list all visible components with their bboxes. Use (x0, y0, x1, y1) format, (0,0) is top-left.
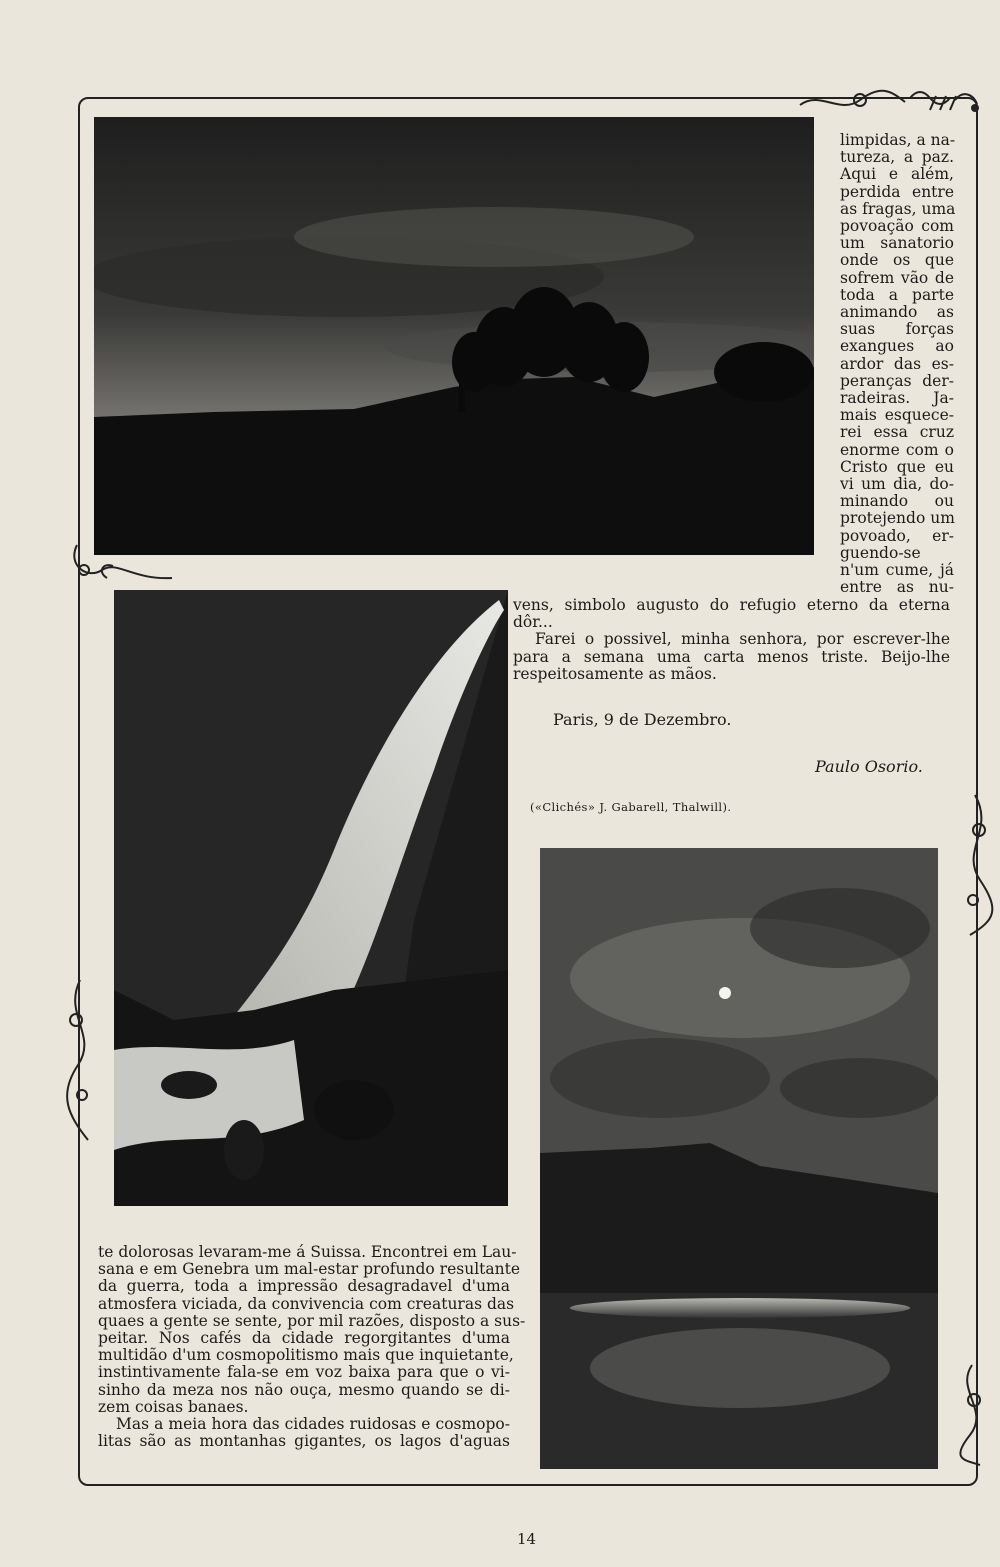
text-line: quaes a gente se sente, por mil razões, disposto a sus- (98, 1311, 526, 1330)
photo-credits: («Clichés» J. Gabarell, Thalwill). (530, 800, 732, 814)
text-line: peranças der- (840, 371, 954, 390)
text-line: sana e em Genebra um mal-estar profundo resultante (98, 1260, 521, 1279)
text-line: instintivamente fala-se em voz baixa para que o vi- (98, 1363, 510, 1382)
text-line: da guerra, toda a impressão desagradavel d'uma (98, 1277, 510, 1296)
text-line: Aqui e além, (840, 165, 954, 184)
moonlit-lake-photo (540, 848, 938, 1469)
waterfall-photo (114, 590, 508, 1206)
top-right-flourish-ornament (790, 80, 990, 125)
text-line: te dolorosas levaram-me á Suissa. Encontrei em Lau- (98, 1243, 517, 1261)
text-line: onde os que (840, 251, 954, 270)
text-line: minando ou (840, 492, 954, 511)
text-line: as fragas, uma (840, 199, 956, 218)
dateline: Paris, 9 de Dezembro. (553, 710, 732, 729)
text-line: zem coisas banaes. (98, 1397, 249, 1416)
text-line: limpidas, a na- (840, 131, 956, 149)
text-line: enorme com o (840, 440, 954, 459)
landscape-trees-dusk-photo (94, 117, 814, 555)
text-line: litas são as montanhas gigantes, os lagos d'aguas (98, 1432, 510, 1451)
text-line: n'um cume, já (840, 561, 954, 580)
author-signature: Paulo Osorio. (815, 757, 923, 776)
text-line: povoado, er- (840, 526, 954, 545)
text-line: para a semana uma carta menos triste. Beijo-lhe (513, 647, 950, 666)
left-lower-flourish-ornament (58, 975, 103, 1145)
text-line: sinho da meza nos não ouça, mesmo quando se di- (98, 1380, 510, 1399)
text-line: exangues ao (840, 337, 954, 356)
text-line: protejendo um (840, 509, 955, 528)
text-line: vens, simbolo augusto do refugio eterno da eterna (513, 596, 950, 614)
text-line: radeiras. Ja- (840, 389, 954, 408)
text-line: peitar. Nos cafés da cidade regorgitantes d'uma (98, 1329, 510, 1348)
text-line: ardor das es- (840, 354, 954, 373)
text-line: perdida entre (840, 182, 954, 201)
text-line: povoação com (840, 217, 954, 236)
text-line: respeitosamente as mãos. (513, 664, 717, 683)
text-line: um sanatorio (840, 234, 954, 253)
text-line: mais esquece- (840, 406, 954, 425)
text-line: multidão d'um cosmopolitismo mais que inquietante, (98, 1346, 514, 1365)
text-line: entre as nu- (840, 578, 954, 597)
text-line: suas forças (840, 320, 954, 339)
text-line: toda a parte (840, 285, 954, 304)
text-line: animando as (840, 303, 954, 322)
text-line: guendo-se (840, 543, 921, 562)
text-line: Cristo que eu (840, 457, 954, 476)
right-middle-flourish-ornament (955, 790, 1000, 940)
right-lower-flourish-ornament (950, 1360, 995, 1470)
text-line: dôr... (513, 613, 553, 632)
bottom-left-text-column (98, 1243, 526, 1451)
right-narrow-text-column (840, 132, 954, 596)
text-line: Farei o possivel, minha senhora, por escrever-lhe (535, 630, 950, 649)
text-line: Mas a meia hora das cidades ruidosas e cosmopo- (116, 1415, 510, 1434)
text-line: tureza, a paz. (840, 148, 954, 167)
page-number: 14 (517, 1530, 537, 1548)
closing-paragraphs (513, 597, 950, 683)
text-line: vi um dia, do- (840, 475, 954, 494)
text-line: atmosfera viciada, da convivencia com creaturas das (98, 1294, 515, 1313)
text-line: rei essa cruz (840, 423, 954, 442)
text-line: sofrem vão de (840, 268, 954, 287)
